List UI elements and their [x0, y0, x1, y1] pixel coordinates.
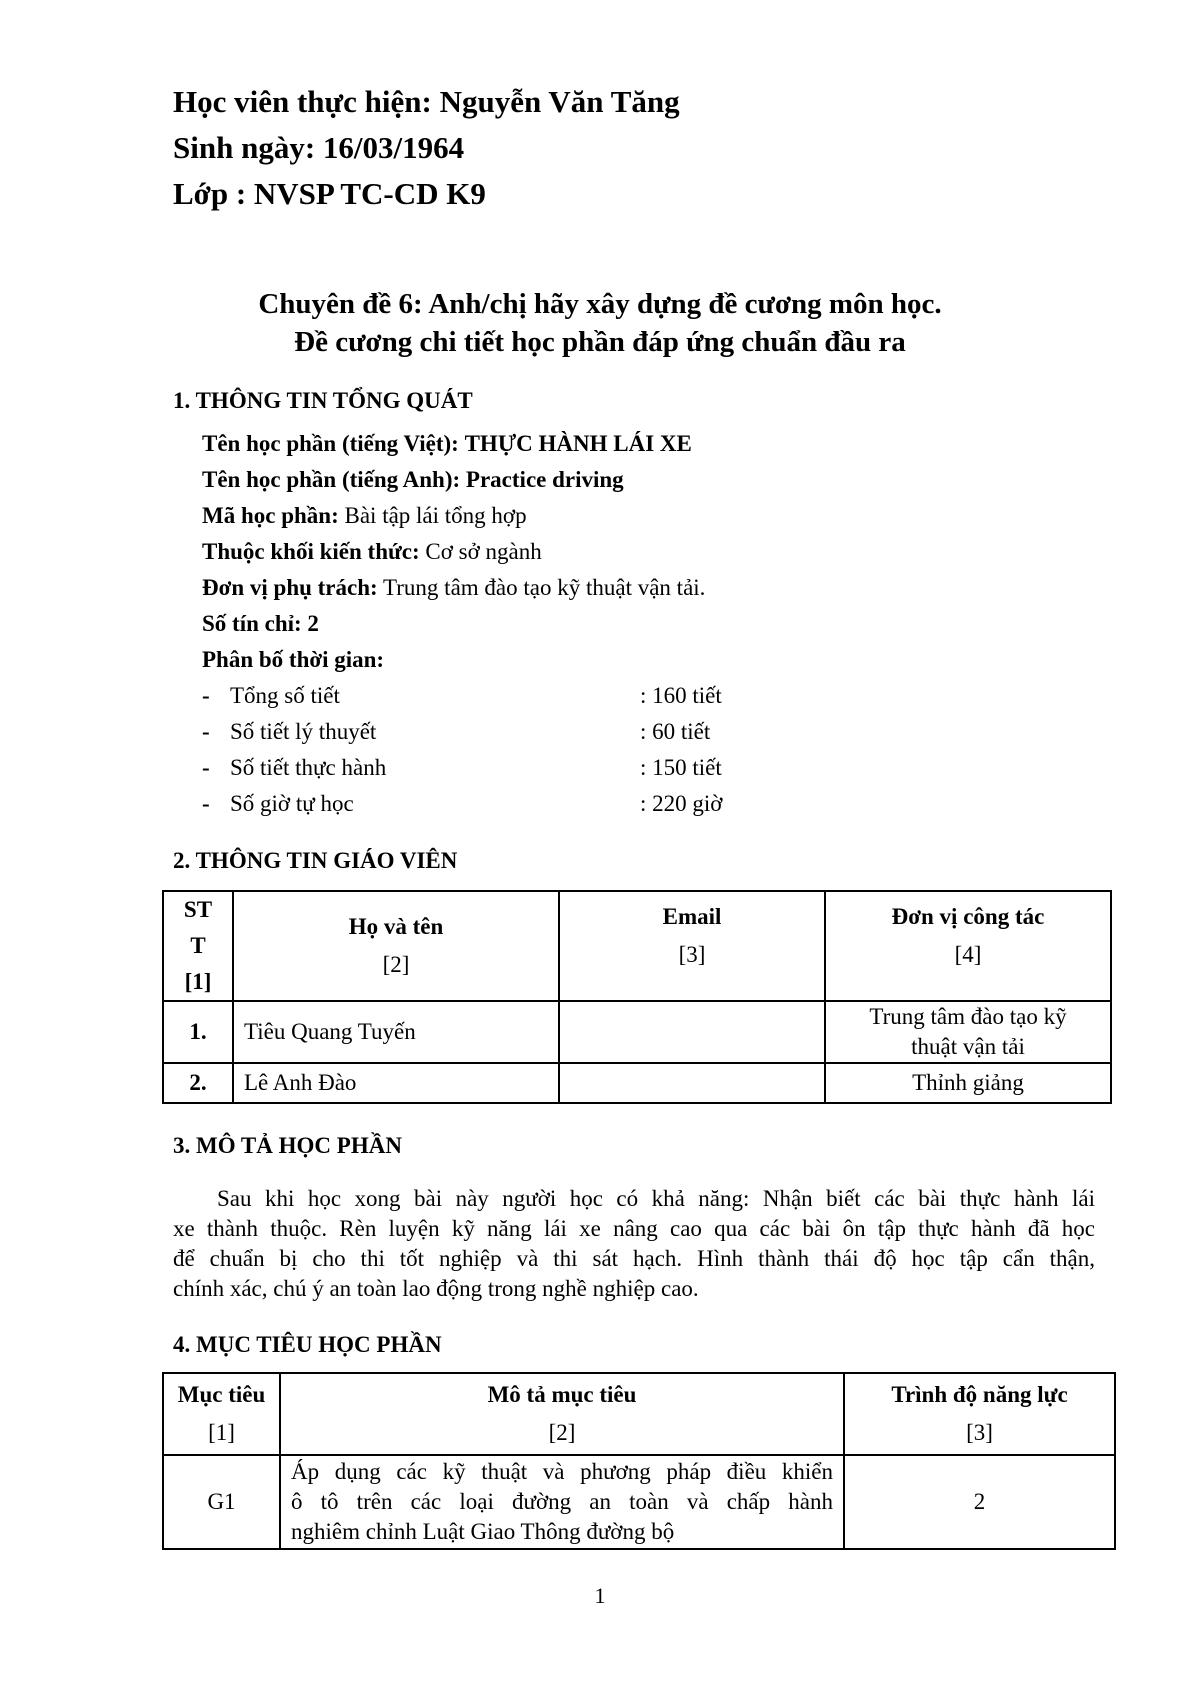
header-level-number: [3]: [966, 1420, 993, 1445]
description-line: chính xác, chú ý an toàn lao động trong nghề nghiệp cao.: [173, 1276, 699, 1301]
description-line: để chuẩn bị cho thi tốt nghiệp và thi sát hạch. Hình thành thái độ học tập cẩn thận,: [173, 1246, 1095, 1271]
course-name-en: [202, 467, 624, 493]
knowledge-block-label: Thuộc khối kiến thức:: [202, 539, 420, 564]
alloc-total-value: : 160 tiết: [640, 683, 722, 708]
course-code-value: Bài tập lái tổng hợp: [344, 503, 527, 528]
row-unit-line-2: thuật vận tải: [911, 1034, 1025, 1059]
bullet-dash: -: [202, 755, 210, 780]
header-stt-number: [1]: [184, 969, 212, 994]
header-email-label: Email: [662, 904, 722, 929]
student-name: Học viên thực hiện: Nguyễn Văn Tăng: [173, 84, 680, 119]
row-name: Tiêu Quang Tuyến: [233, 1001, 559, 1063]
row-desc: [280, 1455, 844, 1549]
row-email: [559, 1001, 825, 1063]
knowledge-block-value: Cơ sở ngành: [425, 539, 542, 564]
responsible-unit: [202, 575, 705, 601]
table-row: [163, 1063, 1111, 1103]
description-line: Sau khi học xong bài này người học có khả năng: Nhận biết các bài thực hành lái: [217, 1186, 1095, 1211]
header-desc-label: Mô tả mục tiêu: [487, 1382, 637, 1407]
row-stt: 2.: [163, 1063, 233, 1103]
alloc-practice-label: Số tiết thực hành: [230, 755, 387, 780]
row-desc-line: Áp dụng các kỹ thuật và phương pháp điều khiển: [291, 1459, 833, 1484]
header-name: [233, 891, 559, 1001]
course-name-vi-value: THỰC HÀNH LÁI XE: [464, 431, 692, 456]
header-email-number: [3]: [678, 942, 706, 967]
header-level: [844, 1373, 1115, 1455]
table-row: [163, 1455, 1115, 1549]
course-description: [173, 1184, 1095, 1304]
section-2-heading: 2. THÔNG TIN GIÁO VIÊN: [173, 848, 458, 873]
responsible-unit-value: Trung tâm đào tạo kỹ thuật vận tải.: [383, 575, 706, 600]
row-desc-line: nghiêm chỉnh Luật Giao Thông đường bộ: [291, 1519, 675, 1544]
table-header-row: [163, 891, 1111, 1001]
row-unit: Thỉnh giảng: [825, 1063, 1111, 1103]
credits: Số tín chỉ: 2: [202, 611, 319, 636]
header-name-number: [2]: [382, 952, 410, 977]
course-name-vi: [202, 431, 692, 457]
row-goal: G1: [163, 1455, 280, 1549]
header-unit-number: [4]: [954, 942, 982, 967]
description-line: xe thành thuộc. Rèn luyện kỹ năng lái xe nâng cao qua các bài ôn tập thực hành đã học: [173, 1216, 1095, 1241]
course-name-en-label: Tên học phần (tiếng Anh):: [202, 467, 461, 492]
row-level: 2: [844, 1455, 1115, 1549]
title-line-2: Đề cương chi tiết học phần đáp ứng chuẩn đầu ra: [294, 326, 906, 358]
section-3-heading: 3. MÔ TẢ HỌC PHẦN: [173, 1133, 402, 1158]
row-unit-line-1: Trung tâm đào tạo kỹ: [869, 1004, 1067, 1029]
table-header-row: [163, 1373, 1115, 1455]
row-name: Lê Anh Đào: [233, 1063, 559, 1103]
row-desc-line: ô tô trên các loại đường an toàn và chấp hành: [291, 1489, 833, 1514]
alloc-selfstudy-label: Số giờ tự học: [230, 791, 354, 816]
course-code-label: Mã học phần:: [202, 503, 339, 528]
page-number: 1: [594, 1583, 606, 1608]
header-desc-number: [2]: [548, 1420, 576, 1445]
course-name-vi-label: Tên học phần (tiếng Việt):: [202, 431, 459, 456]
header-unit: [825, 891, 1111, 1001]
row-stt: 1.: [163, 1001, 233, 1063]
section-1-heading: 1. THÔNG TIN TỔNG QUÁT: [173, 388, 473, 413]
responsible-unit-label: Đơn vị phụ trách:: [202, 575, 378, 600]
time-allocation-label: Phân bố thời gian:: [202, 647, 385, 672]
bullet-dash: -: [202, 719, 210, 744]
header-name-label: Họ và tên: [348, 914, 444, 939]
alloc-selfstudy-value: : 220 giờ: [640, 791, 723, 816]
knowledge-block: [202, 539, 542, 565]
header-desc: [280, 1373, 844, 1455]
bullet-dash: -: [202, 683, 210, 708]
header-goal-number: [1]: [208, 1420, 235, 1445]
header-stt: [163, 891, 233, 1001]
header-stt-b: T: [190, 933, 206, 958]
alloc-theory-value: : 60 tiết: [640, 719, 711, 744]
bullet-dash: -: [202, 791, 210, 816]
alloc-total-label: Tổng số tiết: [230, 683, 340, 708]
date-of-birth: Sinh ngày: 16/03/1964: [173, 130, 465, 165]
header-email: [559, 891, 825, 1001]
class-name: Lớp : NVSP TC-CD K9: [173, 176, 486, 211]
header-goal: [163, 1373, 280, 1455]
title-line-1: Chuyên đề 6: Anh/chị hãy xây dựng đề cương môn học.: [258, 288, 942, 320]
section-4-heading: 4. MỤC TIÊU HỌC PHẦN: [173, 1332, 442, 1357]
teacher-table: [162, 890, 1112, 1104]
alloc-practice-value: : 150 tiết: [640, 755, 722, 780]
objectives-table: [162, 1372, 1116, 1550]
table-row: [163, 1001, 1111, 1063]
alloc-theory-label: Số tiết lý thuyết: [230, 719, 377, 744]
row-email: [559, 1063, 825, 1103]
header-goal-label: Mục tiêu: [177, 1382, 266, 1407]
row-unit: [825, 1001, 1111, 1063]
header-stt-a: ST: [183, 897, 213, 922]
header-unit-label: Đơn vị công tác: [891, 904, 1045, 929]
header-level-label: Trình độ năng lực: [891, 1382, 1068, 1407]
course-code: [202, 503, 527, 529]
course-name-en-value: Practice driving: [465, 467, 624, 492]
